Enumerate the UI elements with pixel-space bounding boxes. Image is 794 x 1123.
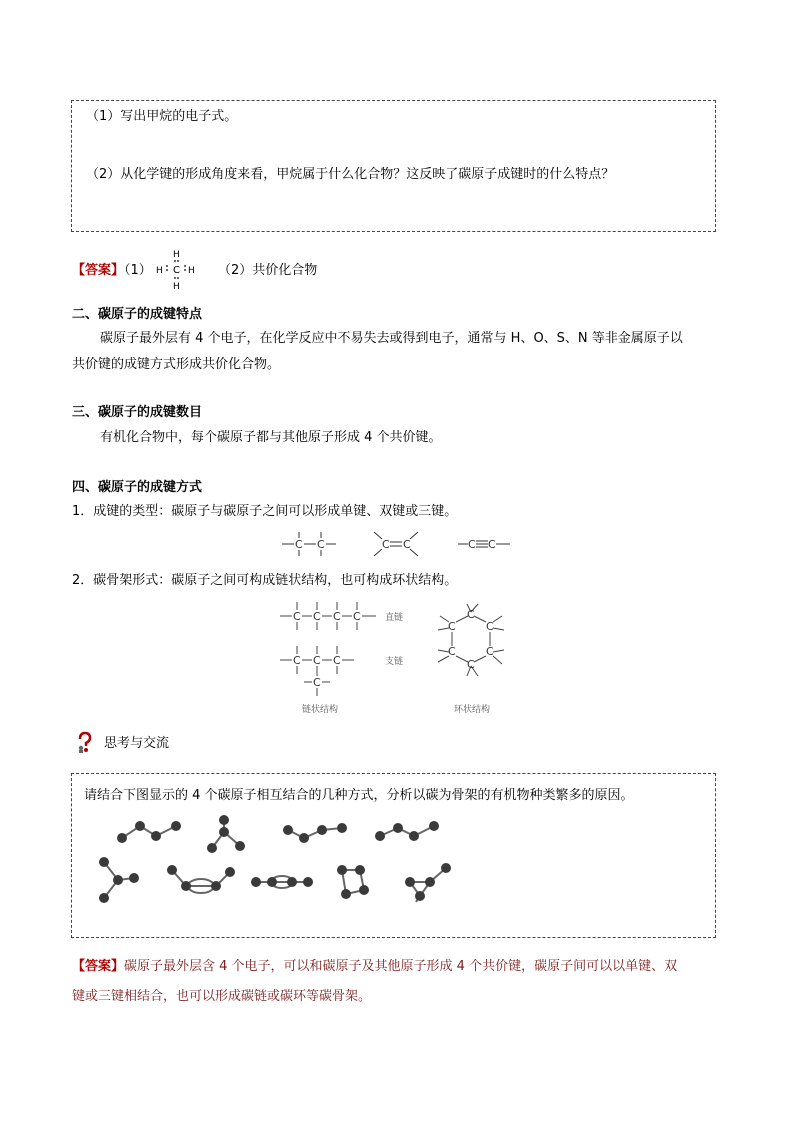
atom-c-3: C <box>382 538 390 551</box>
bond-types-diagram <box>278 526 518 562</box>
answer-part-1: （1） <box>124 263 152 278</box>
answer-tag: 【答案】 <box>72 263 125 278</box>
methane-electron-formula <box>152 248 202 292</box>
section-3-title: 三、碳原子的成键数目 <box>72 405 203 420</box>
svg-text:C: C <box>353 610 361 623</box>
atom-c-4: C <box>403 538 411 551</box>
atom-c-5: C <box>468 538 476 551</box>
label-straight-chain: 直链 <box>385 613 404 623</box>
section-2-line-1: 碳原子最外层有 4 个电子，在化学反应中不易失去或得到电子，通常与 H、O、S、N 等非金属原子以 <box>100 331 683 346</box>
formula-h-bottom: H <box>173 282 180 292</box>
svg-text:C: C <box>448 645 456 658</box>
answer-2-text-1: 碳原子最外层含 4 个电子，可以和碳原子及其他原子形成 4 个共价键，碳原子间可以以单键、双 <box>124 959 678 974</box>
svg-text:C: C <box>313 676 321 689</box>
think-title: 思考与交流 <box>104 736 170 751</box>
formula-h-right: H <box>188 266 195 276</box>
atom-c-6: C <box>488 538 496 551</box>
section-4-item-2: 2．碳骨架形式：碳原子之间可构成链状结构，也可构成环状结构。 <box>72 573 458 588</box>
svg-text:C: C <box>293 610 301 623</box>
svg-text:C: C <box>333 654 341 667</box>
answer-2-line-1 <box>72 958 677 976</box>
answer-2-tag: 【答案】 <box>72 959 125 974</box>
section-4-item-1: 1．成键的类型：碳原子与碳原子之间可以形成单键、双键或三键。 <box>72 504 458 519</box>
question-2: （2）从化学键的形成角度来看，甲烷属于什么化合物？这反映了碳原子成键时的什么特点？ <box>86 167 615 182</box>
section-3-line-1: 有机化合物中，每个碳原子都与其他原子形成 4 个共价键。 <box>100 430 442 445</box>
section-2-title: 二、碳原子的成键特点 <box>72 307 203 322</box>
question-mark-person-icon <box>76 731 94 753</box>
question-1: （1）写出甲烷的电子式。 <box>86 109 238 124</box>
answer-2-line-2: 键或三键相结合，也可以形成碳链或碳环等碳骨架。 <box>72 989 372 1004</box>
svg-text:C: C <box>448 620 456 633</box>
svg-text:C: C <box>467 608 475 621</box>
label-ring-structure: 环状结构 <box>454 705 491 715</box>
formula-c: C <box>173 265 180 276</box>
svg-text:C: C <box>313 654 321 667</box>
formula-h-left: H <box>156 266 163 276</box>
think-question: 请结合下图显示的 4 个碳原子相互结合的几种方式，分析以碳为骨架的有机物种类繁多的原因。 <box>84 788 634 803</box>
svg-text:C: C <box>293 654 301 667</box>
label-chain-structure: 链状结构 <box>302 705 339 715</box>
section-4-title: 四、碳原子的成键方式 <box>72 480 203 495</box>
svg-text:C: C <box>486 645 494 658</box>
svg-text:C: C <box>486 620 494 633</box>
carbon-skeleton-diagram <box>278 598 518 718</box>
section-2-line-2: 共价键的成键方式形成共价化合物。 <box>72 357 281 372</box>
svg-text:C: C <box>313 610 321 623</box>
label-branched-chain: 支链 <box>385 657 404 667</box>
formula-h-top: H <box>173 250 180 260</box>
answer-1 <box>72 262 152 280</box>
answer-part-2: （2）共价化合物 <box>218 263 318 278</box>
atom-c-1: C <box>295 538 303 551</box>
atom-c-2: C <box>317 538 325 551</box>
svg-text:C: C <box>467 658 475 671</box>
carbon-ball-models <box>90 810 470 910</box>
svg-text:C: C <box>333 610 341 623</box>
